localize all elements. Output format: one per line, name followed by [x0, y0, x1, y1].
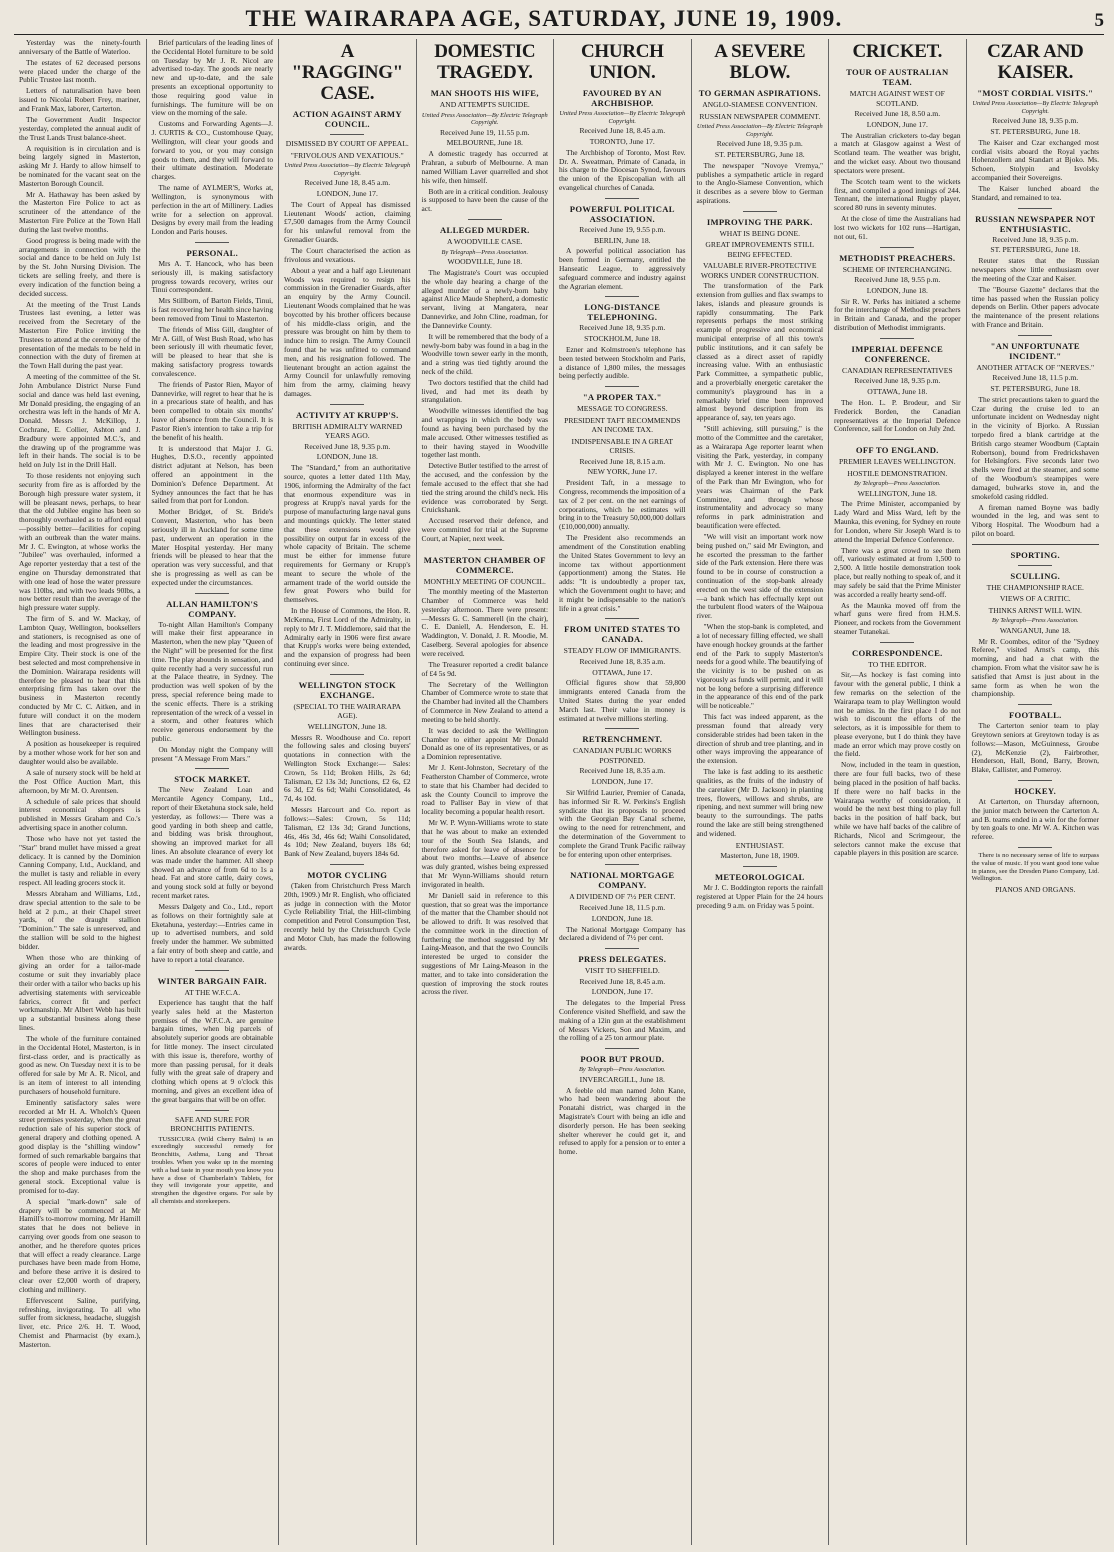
news-paragraph: Eminently satisfactory sales were recorded at Mr H. A. Wholch's Queen street premises yesterday, when the great reduction sale of his superior stock of general drapery and clothing opened. A good display is the "shilling window" formed of such remarkable bargains that scores of people were induced to enter the shop and make purchases from the general stock. Exceptional value is promised for to-day. — [19, 1097, 141, 1195]
murder-paragraph: It will be remembered that the body of a newly-born baby was found in a bag in the Woodville town sewer early in the month, and a string was tied tightly around the neck of the child. — [421, 331, 549, 376]
chamber-paragraph: The Treasurer reported a credit balance of £4 5s 9d. — [421, 659, 549, 678]
church-subheading: FAVOURED BY AN ARCHBISHOP. — [582, 88, 662, 108]
chamber-paragraph: The Secretary of the Wellington Chamber of Commerce wrote to state that the Chamber had invited all the Chambers of Commerce in New Zealand to attend a meeting to be held shortly. — [421, 679, 549, 724]
winter-bargain-heading: WINTER BARGAIN FAIR. — [157, 975, 267, 986]
czar-paragraph: The Kaiser and Czar exchanged most cordial visits aboard the Royal yachts Hohenzollern and Standart at Bjoko. Ms. Schoen, Stolypin and Isvolsky accompanied their Sovereigns. — [971, 137, 1100, 182]
russian-paragraph: The "Bourse Gazette" declares that the time has passed when the Russian policy depends on Berlin. Other papers advocate the maintenance of the present relations with France and Britain. — [971, 284, 1100, 329]
park-paragraph: The transformation of the Park extension from gullies and flax swamps to lakes, islands and pleasure grounds is rapidly consummating. The Park represents perhaps the most striking example of progressive and economical municipal enterprise of all this town's public institutions, and it can safely be classed as a direct asset of rapidly increasing value. With an enthusiastic Park Committee, a sympathetic public, and a proverbially energetic caretaker the community's playground has in a remarkably brief time been improved almost beyond description from its appearance of, say, ten years ago. — [696, 281, 824, 423]
defence-paragraph: The Hon. L. P. Brodeur, and Sir Frederick Borden, the Canadian representatives at the Imperial Defence Conference, sail for London on July 2nd. — [834, 397, 961, 434]
park-paragraph: "When the stop-bank is completed, and a lot of necessary filling effected, we shall have enough hockey grounds at the farther end of the Park to supply Masterton's needs for a good while. The beautifying of the vicinity is to be pushed on as vigorously as funds will permit, and it will not be long before a surprising difference in the appearance of this end of the park will be noticeable." — [696, 622, 824, 711]
news-paragraph: Those who have not yet tasted the "Star" brand mullet have missed a great delicacy. It is canned by the Dominion Canning Company, Ltd., Auckland, and the mullet is tasty and reliable in every respect. All leading grocers stock it. — [19, 833, 141, 887]
news-paragraph: Effervescent Saline, purifying, refreshing, invigorating. To all who suffer from sickness, headache, sluggish liver, etc. Price 2/6. H. T. Wood, Chemist and Pharmacist (by exam.), Masterton. — [19, 1295, 141, 1349]
exchange-paragraph: Messrs R. Woodhouse and Co. report the following sales and closing buyers' quotations in connection with the Wellington Stock Exchange:— Sales: Crown, 5s 11d; Broken Hills, 2s 6d; Talisman, £2 13s 3d; Junctions, £2 6s, £2 6s 3d, £2 6s 6d; Waihi Consolidated, 4s 7d, 4s 10d. — [284, 732, 411, 804]
personal-heading: PERSONAL. — [186, 247, 239, 258]
retrenchment-subheading: CANADIAN PUBLIC WORKS POSTPONED. — [572, 746, 672, 765]
dateline-place: NEW YORK, June 17. — [587, 467, 657, 477]
personal-paragraph: Mrs A. T. Hancock, who has been seriously ill, is making satisfactory progress towards recovery, writes our Tinui correspondent. — [151, 258, 274, 295]
alleged-murder-subheading: A WOODVILLE CASE. — [446, 237, 523, 247]
sculling-paragraph: Mr R. Coombes, editor of the "Sydney Referee," visited Arnst's camp, this morning, and had a chat with the champion. From what the visitor saw he is satisfied that Arnst is just about in the same form as when he won the championship. — [971, 636, 1100, 699]
news-paragraph: A schedule of sale prices that should interest economical shoppers is published in Messrs Graham and Co.'s advertising space in another column. — [19, 796, 141, 832]
krupp-subheading: BRITISH ADMIRALTY WARNED YEARS AGO. — [292, 421, 403, 441]
news-paragraph: The estates of 62 deceased persons were placed under the charge of the Public Trustee last month. — [19, 57, 141, 85]
correspondence-heading: CORRESPONDENCE. — [851, 647, 943, 658]
allan-hamilton-heading: ALLAN HAMILTON'S COMPANY. — [166, 598, 259, 619]
dateline-place: STOCKHOLM, June 18. — [584, 334, 661, 344]
incident-subheading: ANOTHER ATTACK OF "NERVES." — [976, 362, 1095, 372]
telephoning-heading: LONG-DISTANCE TELEPHONING. — [584, 302, 661, 323]
letter-date: Masterton, June 18, 1909. — [720, 851, 800, 861]
winter-bargain-subheading: AT THE W.F.C.A. — [184, 987, 241, 997]
off-to-england-heading: OFF TO ENGLAND. — [855, 445, 939, 456]
ragging-paragraph: The Court characterised the action as frivolous and vexatious. — [284, 245, 411, 264]
canada-body — [559, 679, 686, 723]
park-paragraph: The lake is fast adding to its aesthetic qualities, as the fruits of the industry of the caretaker (Mr D. Jackson) in planting trees, flowers, willows and shrubs, are ripening, and next summer will bring new beauty to the surroundings. The paths round the lake are still being strengthened and widened. — [696, 767, 824, 838]
ragging-body — [284, 201, 411, 399]
dateline: Received June 18, 9.35 p.m. — [992, 116, 1079, 126]
park-paragraph: This fact was indeed apparent, as the pressman found that already very considerable strides had been taken in the direction of shrub and tree planting, and in other ways improving the appearance of the extension. — [696, 712, 824, 766]
news-paragraph: Letters of naturalisation have been issued to Nicolai Robert Frey, mariner, and Frank Max, laborer, Carterton. — [19, 86, 141, 113]
cricket-paragraph: The Scotch team went to the wickets first, and compiled a good innings of 244. Tennant, the international Rugby player, scored 80 runs in seventy minutes. — [834, 176, 961, 213]
byline: United Press Association—By Electric Telegraph Copyright. — [972, 100, 1099, 115]
dateline: Received June 18, 8.45 a.m. — [579, 976, 666, 986]
column-4 — [417, 39, 555, 1545]
russian-body — [972, 257, 1099, 330]
political-association-heading: POWERFUL POLITICAL ASSOCIATION. — [569, 203, 675, 224]
column-6 — [692, 39, 830, 1545]
dateline-place: TORONTO, June 17. — [589, 136, 655, 146]
news-paragraph: The name of AYLMER'S, Works at, Wellington, is synonymous with perfection in the art of Millinery. Ladies write for a selection on approval. Designs by every mail from the leading London and Paris houses. — [151, 183, 274, 237]
methodist-heading: METHODIST PREACHERS. — [839, 252, 956, 263]
dateline-place: WOODVILLE, June 18. — [447, 257, 523, 267]
dateline-place: LONDON, June 18. — [316, 452, 378, 462]
stock-paragraph: The New Zealand Loan and Mercantile Agency Company, Ltd., report of their Eketahuna stock sale, held yesterday, as follows:— There was a good yarding in both sheep and cattle, and bidding was brisk throughout, showing an improved market for all lines. An absolute clearance of every lot was made under the hammer. All sheep showed an advance of from 6d to 1s a head. Fat and store cattle, dairy cows, and young stock sold at fully or beyond recent market rates. — [151, 785, 274, 901]
england-paragraph: There was a great crowd to see them off, variously estimated at from 1,500 to 2,500. A little hostile demonstration took place, but really nothing to speak of, and it may safely be said that the Prime Minister was accorded a really hearty send-off. — [834, 545, 961, 599]
defence-body — [834, 399, 961, 434]
byline: By Telegraph—Press Association. — [991, 617, 1079, 625]
church-body — [559, 149, 686, 193]
canada-heading: FROM UNITED STATES TO CANADA. — [564, 624, 681, 645]
news-paragraph: The whole of the furniture contained in the Occidental Hotel, Masterton, is in first-class order, and is practically as good as new. On Tuesday next it is to be offered for sale by Mr A. R. Nicol, and is an item of interest to all intending purchasers of household furniture. — [19, 1034, 141, 1096]
improving-park-heading: IMPROVING THE PARK. — [706, 216, 813, 227]
ragging-paragraph: About a year and a half ago Lieutenant Woods was required to resign his commission in the Grenadier Guards, after an enquiry by the Army Council. Lieutenant Woods complained that he was boycotted by his brother officers because of his middle-class origin, and the pressure was brought on him by them to induce him to resign. The Army Council found that he was unfitted to command men, and his resignation followed. The lieutenant brought an action against the Army Council for unlawfully removing him from the army, claiming heavy damages. — [284, 265, 411, 398]
murder-paragraph: Two doctors testified that the child had lived, and had met its death by strangulation. — [421, 377, 549, 405]
dateline: Received June 18, 11.5 p.m. — [992, 373, 1079, 383]
park-subheading-2: GREAT IMPROVEMENTS STILL BEING EFFECTED. — [705, 240, 815, 259]
czar-kaiser-headline: CZAR AND KAISER. — [987, 41, 1084, 83]
byline: By Telegraph—Press Association. — [441, 248, 529, 256]
dateline: Received June 18, 9.35 p.m. — [579, 323, 666, 333]
chamber-subheading: MONTHLY MEETING OF COUNCIL. — [423, 576, 546, 586]
dateline-place: LONDON, June 17. — [866, 119, 928, 129]
column-7 — [829, 39, 967, 1545]
masthead — [14, 6, 1104, 35]
retrenchment-paragraph: Sir Wilfrid Laurier, Premier of Canada, has informed Sir R. W. Perkins's English syndicate that its proposals to proceed with the Georgian Bay Canal scheme, owing to the need for retrenchment, and the determination of the Government to complete the Grand Trunk Pacific railway be for entering upon other enterprises. — [559, 788, 686, 859]
exchange-paragraph: Messrs Harcourt and Co. report as follows:—Sales: Crown, 5s 11d; Talisman, £2 13s 3d; Grand Junctions, 46s, 46s 3d, 46s 6d; Waihi Consolidated, 4s 10d; New Zealand, buyers 18s 6d; Bank of New Zealand, buyers 184s 6d. — [284, 805, 411, 859]
byline: By Telegraph—Press Association. — [578, 1066, 666, 1074]
tax-paragraph: President Taft, in a message to Congress, recommends the imposition of a tax of 2 per cent. on the net earnings of corporations, which he estimates will bring in to the Treasury 50,000,000 dollars (£10,000,000) annually. — [559, 478, 686, 532]
news-paragraph: A position as housekeeper is required by a mother whose work for her son and daughter would also be available. — [19, 739, 141, 767]
personal-body — [152, 260, 274, 588]
retrenchment-body — [559, 789, 686, 859]
correspondence-subheading: TO THE EDITOR. — [868, 659, 927, 669]
dateline: Received June 19, 9.55 p.m. — [579, 224, 666, 234]
masthead-title: THE WAIRARAPA AGE, SATURDAY, JUNE 19, 1909. — [245, 6, 843, 31]
allan-paragraph: On Monday night the Company will present "A Message From Mars." — [151, 744, 274, 763]
methodist-paragraph: Sir R. W. Perks has initiated a scheme for the interchange of Methodist preachers in Britain and Canada, and the proper distribution of Methodist immigrants. — [834, 296, 961, 333]
stock-market-heading: STOCK MARKET. — [174, 774, 251, 785]
dateline: Received June 18, 9.35 p.m. — [854, 376, 941, 386]
personal-paragraph: It is understood that Major J. G. Hughes, D.S.O., recently appointed district adjutant at Nelson, has been offered an appointment in the Dominion's Defence Department. At Sydney announces the fact that he has sailed from that port for London. — [151, 443, 274, 506]
park-paragraph: "Still achieving, still pursuing," is the motto of the Committee and the caretaker, as a Wairarapa Age reporter learnt when visiting the Park, yesterday, in company with Mr J. C. Ewington. No one has displayed a keener interest in the welfare of the Park than Mr Ewington, who for years was Chairman of the Park Committee, and through whose instrumentality and advocacy so many reforms in park administration and beautification were effected. — [696, 424, 824, 530]
byline: United Press Association—By Electric Telegraph Copyright. — [284, 162, 411, 177]
dateline: Received June 19, 11.55 p.m. — [440, 127, 530, 137]
alleged-murder-heading: ALLEGED MURDER. — [440, 225, 530, 236]
allan-body — [152, 621, 274, 764]
pianos-organs-heading: PIANOS AND ORGANS. — [995, 885, 1076, 895]
cricket-paragraph: At the close of time the Australians had lost two wickets for 102 runs—Hartigan, not out, 61. — [834, 214, 961, 241]
russian-paragraph: Reuter states that the Russian newspapers show little enthusiasm over the meeting of the Czar and Kaiser. — [971, 256, 1100, 283]
news-paragraph: A requisition is in circulation and is being largely signed in Masterton, asking Mr J. Hardy to allow himself to be nominated for the vacant seat on the Masterton Borough Council. — [19, 143, 141, 188]
proper-tax-heading: "A PROPER TAX." — [582, 392, 662, 403]
football-paragraph: The Carterton senior team to play Greytown seniors at Greytown today is as follows:—Mason, McGuinness, Groube (2), McKenzie (2), Fairbrother, Henderson, Hall, Bond, Barry, Brown, Blake, Callister, and Pomeroy. — [971, 721, 1100, 775]
incident-body — [972, 396, 1099, 539]
news-paragraph: Brief particulars of the leading lines of the Occidental Hotel furniture to be sold on Tuesday by Mr J. R. Nicol are advertised to-day. The goods are nearly new and up-to-date, and the sale presents an exceptional opportunity to those requiring good value in furnishings. The furniture will be on view on the morning of the sale. — [151, 39, 274, 118]
dateline-place: INVERCARGILL, June 18. — [579, 1074, 665, 1084]
tragedy-paragraph: A domestic tragedy has occurred at Prahran, a suburb of Melbourne. A man named William Laver quarrelled and shot his wife, then himself. — [421, 149, 549, 185]
dateline: Received June 18, 8.45 a.m. — [304, 178, 391, 188]
news-paragraph: Mr A. Hathaway has been asked by the Masterton Fire Police to act as scrutineer of the attendance of the Masterton Fire Police at the Town Hall during the last twelve months. — [19, 189, 141, 234]
church-union-headline: CHURCH UNION. — [580, 41, 664, 83]
dateline-place: ST. PETERSBURG, June 18. — [990, 245, 1081, 255]
chamber-paragraph: Mr Daniell said in reference to this question, that so great was the importance of the matter that the Chamber should not be allowed to drift. It was resolved that the committee work in the direction of furthering the method suggested by Mr Laing-Meason, and that the two Councils interested be urged to consider the suggestions of Mr Laing-Meason in the matter, and to take into consideration the question of improving the stock routes across the river. — [421, 890, 549, 997]
czar-paragraph: The Kaiser lunched aboard the Standard, and remained to tea. — [971, 183, 1100, 202]
tax-subheading-2: PRESIDENT TAFT RECOMMENDS AN INCOME TAX. — [564, 415, 681, 435]
news-paragraph: Yesterday was the ninety-fourth anniversary of the Battle of Waterloo. — [19, 39, 141, 56]
allan-paragraph: To-night Allan Hamilton's Company will make their first appearance in Masterton, when the new play "Queen of the Night" will be presented for the first time. The play abounds in sensation, and quite recently had a very successful run at the Palace theatre, in Sydney. The production was well spoken of by the press, special reference being made to the scenic effects. There is a striking representation of the wreck of a vessel in a storm, and other features which receive generous endorsement by the public. — [151, 619, 274, 743]
murder-paragraph: Woodville witnesses identified the bag and wrappings in which the body was found as having been purchased by the male accused. Other witnesses testified as to their having stayed in Woodville together last month. — [421, 406, 549, 460]
russian-newspaper-heading: RUSSIAN NEWSPAPER NOT ENTHUSIASTIC. — [975, 213, 1096, 234]
winter-body — [152, 999, 274, 1105]
ragging-subheading-1: ACTION AGAINST ARMY COUNCIL. — [292, 109, 402, 129]
hockey-heading: HOCKEY. — [1014, 785, 1057, 796]
cricket-subheading-2: MATCH AGAINST WEST OF SCOTLAND. — [849, 89, 945, 108]
tragedy-body — [422, 150, 549, 214]
press-delegates-heading: PRESS DELEGATES. — [578, 954, 667, 965]
dateline: Received June 18, 11.5 p.m. — [579, 902, 666, 912]
czar-subheading: "MOST CORDIAL VISITS." — [977, 88, 1094, 98]
canada-subheading: STEADY FLOW OF IMMIGRANTS. — [563, 646, 681, 656]
byline: United Press Association—By Electric Telegraph Copyright. — [421, 111, 548, 127]
news-paragraph: At the meeting of the Trust Lands Trustees last evening, a letter was received from the Secretary of the Masterton Fire Police inviting the Trustees to attend at the ceremony of the presentation of the medals to be held in connection with the duty of firemen at the Town Hall during the past year. — [19, 299, 141, 371]
sculling-subheading-1: THE CHAMPIONSHIP RACE. — [986, 582, 1084, 592]
cricket-subheading-1: TOUR OF AUSTRALIAN TEAM. — [846, 67, 949, 87]
column-2 — [147, 39, 280, 1545]
dateline-place: OTTAWA, June 18. — [867, 387, 928, 397]
byline: By Telegraph—Press Association. — [853, 480, 941, 488]
incident-paragraph: A fireman named Boyne was badly wounded in the leg, and was sent to Viborg Hospital. The Woodburn had a pilot on board. — [971, 502, 1100, 538]
hockey-body — [972, 798, 1099, 842]
dateline: Received June 18, 8.15 a.m. — [579, 456, 666, 466]
retrenchment-heading: RETRENCHMENT. — [582, 734, 663, 745]
dateline: Received June 18, 9.35 p.m. — [304, 441, 391, 451]
tragedy-subheading-2: AND ATTEMPTS SUICIDE. — [439, 100, 530, 109]
news-paragraph: When those who are thinking of giving an order for a tailor-made costume or suit they invariably place their order with a tailor who backs up his advertising statements with serviceable fabrics, correct fit and perfect workmanship. Mr Albert Webb has built up a substantial business along these lines. — [19, 952, 141, 1033]
severe-blow-subheading-1: TO GERMAN ASPIRATIONS. — [698, 88, 821, 98]
news-paragraph: A sale of nursery stock will be held at the Post Office Auction Mart, this afternoon, by Mr M. O. Arentsen. — [19, 768, 141, 795]
ragging-paragraph: The Court of Appeal has dismissed Lieutenant Woods' action, claiming £7,500 damages from the Army Council for his unlawful removal from the Grenadier Guards. — [284, 199, 411, 244]
park-subheading-3: VALUABLE RIVER-PROTECTIVE WORKS UNDER CONSTRUCTION. — [700, 261, 819, 280]
chamber-paragraph: Mr W. P. Wynn-Williams wrote to state that he was about to make an extended tour of the South Sea Islands, and therefore asked for leave of absence for about two months.—Leave of absence was duly granted, wishes being expressed that Mr Wynn-Williams should return invigorated in health. — [421, 818, 549, 889]
dateline-place: LONDON, June 17. — [591, 987, 653, 997]
personal-paragraph: The friends of Miss Gill, daughter of Mr A. Gill, of West Bush Road, who has been seriously ill with rheumatic fever, will be pleased to hear that she is making satisfactory progress towards convalescence. — [151, 324, 274, 378]
england-body — [834, 500, 961, 636]
tussicura-body — [152, 1136, 274, 1206]
park-body — [697, 282, 824, 838]
dateline-place: LONDON, June 17. — [591, 777, 653, 787]
news-paragraph: A special "mark-down" sale of drapery will be commenced at Mr Hamill's to-morrow morning. Mr Hamill states that he does not believe in carrying over goods from one season to another, and he therefore quotes prices that will effect a ready clearance. Large purchases have been made from Home, and before these arrive it is desired to clear over £2,000 worth of drapery, clothing and millinery. — [19, 1196, 141, 1294]
severe-blow-paragraph: The newspaper "Novoye Vremya," publishes a sympathetic article in regard to the Anglo-Siamese Convention, which it describes as a severe blow to German aspirations. — [696, 160, 824, 205]
poor-paragraph: A feeble old man named John Kane, who had been wandering about the Ponatahi district, was charged in the Magistrate's Court with being an idle and disorderly person. He has been seeking shelter wherever he could get it, and refused to apply for a pension or to enter a home. — [559, 1085, 686, 1157]
telephone-paragraph: Ezner and Kolmstroen's telephone has been tested between Stockholm and Paris, a distance of 1,800 miles, the messages being perfectly audible. — [559, 344, 686, 381]
dateline: Received June 18, 8.50 a.m. — [854, 109, 941, 118]
political-paragraph: A powerful political association has been formed in Germany, entitled the Hanseatic League, to aggressively safeguard commerce and industry against the Agrarian element. — [559, 246, 686, 291]
dateline-place: WELLINGTON, June 18. — [857, 488, 937, 498]
krupp-heading: ACTIVITY AT KRUPP'S. — [296, 409, 399, 420]
dateline-place: ST. PETERSBURG, June 18. — [714, 149, 805, 159]
correspondence-body — [834, 671, 961, 858]
column-1 — [14, 39, 147, 1545]
news-paragraph: Customs and Forwarding Agents—J. J. CURTIS & CO., Customhouse Quay, Wellington, will clear your goods and forward to you, or you may consign goods to them, and they will forward to their ultimate destination. Moderate charges. — [151, 119, 274, 182]
tax-subheading-1: MESSAGE TO CONGRESS. — [576, 404, 668, 414]
news-paragraph: The Government Audit Inspector yesterday, completed the annual audit of the Trust Lands Trust balance-sheet. — [19, 114, 141, 142]
dateline-place: ST. PETERSBURG, June 18. — [990, 126, 1081, 136]
stock-paragraph: Messrs Dalgety and Co., Ltd., report as follows on their fortnightly sale at Eketahuna, yesterday:—Entries came in up to advertised numbers, and sold freely under the hammer. We submitted a fair entry of both sheep and cattle, and have to report a total clearance. — [151, 902, 274, 964]
murder-paragraph: The Magistrate's Court was occupied the whole day hearing a charge of the alleged murder of a newly-born baby against Alice Maude Shepherd, a domestic servant, living at Mangatera, near Dannevirke, and John Cline, roadman, for the Dannevirke County. — [421, 267, 549, 330]
exchange-body — [284, 734, 411, 859]
england-paragraph: The Prime Minister, accompanied by Lady Ward and Miss Ward, left by the Maunka, this evening, for Sydney en route for London, where Sir Joseph Ward is to attend the Imperial Defence Conference. — [834, 499, 961, 544]
football-body — [972, 722, 1099, 775]
news-paragraph: A meeting of the committee of the St. John Ambulance District Nurse Fund social and dance was held last evening, Mr Donald presiding, the engaging of an orchestra was left in the hands of Mr A. Donald. Messrs J. McKillop, J. Cochrane, E. Collier, Ashton and J. Bradbury were appointed M.C.'s, and the drawing up of the programme was left in their hands. The social is to be held on July 1st in the Drill Hall. — [19, 372, 141, 470]
methodist-subheading: SCHEME OF INTERCHANGING. — [842, 264, 952, 274]
severe-blow-subheading-3: RUSSIAN NEWSPAPER COMMENT. — [699, 111, 821, 121]
motor-body — [284, 882, 411, 952]
stock-exchange-subheading: (SPECIAL TO THE WAIRARAPA AGE). — [293, 701, 402, 721]
meteorological-paragraph: Mr J. C. Boddington reports the rainfall registered at Upper Plain for the 24 hours preceding 9 a.m. on Friday was 5 point. — [696, 883, 824, 910]
press-body — [559, 999, 686, 1043]
byline: United Press Association—By Electric Telegraph Copyright. — [559, 110, 686, 125]
enthusiast-signature: ENTHUSIAST. — [735, 840, 784, 850]
tax-subheading-3: INDISPENSABLE IN A GREAT CRISIS. — [571, 436, 674, 456]
tussicura-heading: SAFE AND SURE FOR BRONCHITIS PATIENTS. — [170, 1114, 255, 1134]
dateline: Received June 18, 8.35 a.m. — [579, 766, 666, 776]
news-paragraph: Good progress is being made with the arrangements in connection with the social and dance to be held on July 1st by the St. John Nursing Division. The tickets are selling freely, and there is every indication of the function being a decided success. — [19, 235, 141, 298]
murder-paragraph: Detective Butler testified to the arrest of the accused, and the confession by the female accused to the effect that she had tied the string around the child's neck. His evidence was corroborated by Sergt. Cruickshank. — [421, 461, 549, 515]
krupp-paragraph: The "Standard," from an authoritative source, quotes a letter dated 11th May, 1906, informing the Admiralty of the fact that enormous expenditure was in progress at Krupp's naval yards for the purpose of manufacturing large naval guns and mountings quickly. The letter stated that these extensions would give possibility on output far in excess of the whole capacity of Britain. The scheme must be either for immense future requirements for Germany or Krupp's meant to secure the whole of the armament trade of the world outside the few great Powers who build for themselves. — [284, 463, 411, 605]
severe-blow-body — [697, 162, 824, 206]
winter-paragraph: Experience has taught that the half yearly sales held at the Masterton premises of the W.F.C.A. are genuine bargain times, when big parcels of absolutely superior goods are obtainable for little money. The insect circulated with this issue is, therefore, worthy of more than passing perusal, for it deals fully with the great sale of drapery and clothing which opens at 9 o'clock this morning, and gives an excellent idea of the great bargains that will be on offer. — [151, 998, 274, 1104]
dateline: Received June 18, 9.35 p.m. — [716, 139, 803, 149]
chamber-paragraph: Mr J. Kent-Johnston, Secretary of the Featherston Chamber of Commerce, wrote to state that his Chamber had decided to ask the County Council to improve the road to Palliser Bay in view of that locality becoming a popular health resort. — [421, 763, 549, 817]
poor-body — [559, 1087, 686, 1157]
murder-body — [422, 269, 549, 544]
sporting-heading: SPORTING. — [1010, 549, 1060, 560]
poor-but-proud-heading: POOR BUT PROUD. — [580, 1054, 665, 1065]
incident-paragraph: The strict precautions taken to guard the Czar during the cruise led to an unfortunate incident on Wednesday night in the vicinity of Bjorko. A Russian torpedo fired a blank cartridge at the British cargo steamer Woodburn (Captain Robertson), bound from Fredrickshaven for Helsingfors. Five seconds later two shells were fired at the steamer, and some of the Woodburn's steampipes were damaged, bulwarks stove in, and the smokefold casing riddled. — [971, 394, 1100, 501]
dateline: Received June 18, 9.35 p.m. — [992, 234, 1079, 244]
tussicura-paragraph: TUSSICURA (Wild Cherry Balm) is an exceedingly successful remedy for Bronchitis, Asthma, Lung and Throat troubles. When you wake up in the morning with a bad taste in your mouth you know you have a dose of Chamberlain's Tablets, for they will invigorate your appetite, and strengthen the digestive organs. For sale by all chemists and storekeepers. — [151, 1135, 274, 1206]
meteorological-heading: METEOROLOGICAL — [714, 872, 805, 883]
methodist-body — [834, 298, 961, 333]
personal-paragraph: Mother Bridget, of St. Bride's Convent, Masterton, who has been seriously ill in Auckland for some time past, underwent an operation in the Mater Hospital yesterday. Her many friends will be pleased to hear that the operation was very successful, and that she is progressing as well as can be expected under the circumstances. — [151, 507, 274, 587]
telephone-body — [559, 346, 686, 381]
personal-paragraph: The friends of Pastor Rien, Mayor of Dannevirke, will regret to hear that he is in a precarious state of health, and has been compelled to obtain six months' leave of absence from the Council. It is Pastor Rien's intention to take a trip for the benefit of his health. — [151, 379, 274, 442]
cricket-body — [834, 132, 961, 242]
stock-body — [152, 786, 274, 964]
severe-blow-subheading-2: ANGLO-SIAMESE CONVENTION. — [702, 100, 818, 109]
sculling-heading: SCULLING. — [1010, 570, 1061, 581]
unfortunate-incident-heading: "AN UNFORTUNATE INCIDENT." — [990, 340, 1080, 361]
stock-exchange-heading: WELLINGTON STOCK EXCHANGE. — [298, 679, 396, 700]
canada-paragraph: Official figures show that 59,800 immigrants entered Canada from the United States during the year ended March last. Their value in money is estimated at twelve millions sterling. — [559, 678, 686, 723]
press-paragraph: The delegates to the Imperial Press Conference visited Sheffield, and saw the making of a 12in gun at the establishment of Messrs Vickers, Son and Maxim, and the rolling of a 25 ton armour plate. — [559, 998, 686, 1043]
czar-body — [972, 139, 1099, 203]
tax-body — [559, 479, 686, 613]
motor-paragraph: (Taken from Christchurch Press March 20th, 1909.) Mr R. English, who officiated as judge in connection with the Motor Cycle Reliability Trial, the Hill-climbing competition and Petrol Consumption Test, recently held by the Christchurch Cycle and Motor Club, has made the following awards. — [284, 880, 411, 952]
football-heading: FOOTBALL. — [1008, 710, 1062, 721]
dateline: Received June 18, 8.35 a.m. — [579, 656, 666, 666]
ragging-case-headline: A "RAGGING" CASE. — [291, 41, 403, 104]
church-paragraph: The Archbishop of Toronto, Most Rev. Dr. A. Sweatman, Primate of Canada, in his charge to the Diocesan Synod, favours the union of the Episcopalian with all evangelical churches of Canada. — [559, 147, 686, 192]
park-subheading-1: WHAT IS BEING DONE. — [719, 228, 800, 238]
murder-paragraph: Accused reserved their defence, and were committed for trial at the Supreme Court, at Napier, next week. — [421, 516, 549, 543]
meteorological-body — [697, 884, 824, 910]
dateline-place: OTTAWA, June 17. — [592, 667, 653, 677]
hockey-paragraph: At Carterton, on Thursday afternoon, the junior match between the Carterton A. and B. teams ended in a win for the former by ten goals to one. Mr W. A. Kitchen was referee. — [971, 796, 1100, 842]
correspondence-paragraph: Sir,—As hockey is fast coming into favour with the general public, I think a few remarks on the selection of the Wairarapa team to play Wellington would not be amiss. In the first place I do not wish to discount the efforts of the selectors, as it is impossible for them to please everyone, but I do think they have made an error which may prove costly on the field. — [834, 670, 961, 759]
mortgage-subheading: A DIVIDEND OF 7½ PER CENT. — [569, 892, 676, 902]
news-paragraph: To those residents not enjoying such security from fire as is afforded by the Borough high pressure water system, it will be pleasant news, perhaps, to hear that the old Jubilee engine has been so thoroughly overhauled as to afford equal—possibly better—facilities for coping with an outbreak than the water mains. Mr J. C. Ewington, at whose works the "Jubilee" was overhauled, informed a Age reporter yesterday that a test of the engine on Thursday demonstrated that with one lead of hose the water pressure was 110lbs, and with two leads 90lbs, a now better result than the average of the high pressure water supply. — [19, 471, 141, 613]
motor-cycling-heading: MOTOR CYCLING — [307, 869, 388, 880]
page-number: 5 — [1094, 10, 1104, 31]
dateline-place: WANGANUI, June 18. — [999, 625, 1071, 635]
domestic-tragedy-headline: DOMESTIC TRAGEDY. — [434, 41, 536, 83]
news-paragraph: The firm of S. and W. Mackay, of Lambton Quay, Wellington, booksellers and stationers, is recognised as one of the leading and most progressive in the Empire City. Their stock is one of the best selected and most comprehensive in the Dominion. Wairarapa residents will therefore be pleased to hear that this enterprising firm has taken over the business in Masterton recently conducted by Mr C. C. Aitken, and in future will conduct it on the modern lines that are characterised their Wellington business. — [19, 614, 141, 738]
dateline-place: BERLIN, June 18. — [594, 235, 651, 245]
dateline-place: ST. PETERSBURG, June 18. — [990, 384, 1081, 393]
news-paragraph: Messrs Abraham and Williams, Ltd., draw special attention to the sale to be held at 2 p.m., at their Chapel street yards, of the draught stallion "Dominion." The sale is unreserved, and the stallion will be sold to the highest bidder. — [19, 888, 141, 951]
sculling-body — [972, 638, 1099, 700]
dateline-place: LONDON, June 18. — [866, 285, 928, 295]
mortgage-body — [559, 926, 686, 944]
chamber-body — [422, 588, 549, 997]
tax-paragraph: The President also recommends an amendment of the Constitution enabling the United States Government to levy an income tax without apportionment (apportionment) among the States. He adds: "It is undoubtedly a proper tax, which the Government ought to have; and it might be indispensable to the nation's life in a great crisis." — [559, 533, 686, 613]
england-subheading-2: HOSTILE DEMONSTRATION. — [847, 468, 948, 478]
krupp-paragraph: In the House of Commons, the Hon. R. McKenna, First Lord of the Admiralty, in reply to Mr J. T. Middlemore, said that the Admiralty early in 1906 were first aware that Krupp's works were being extended, and the expansion of progress had been continuing ever since. — [284, 606, 411, 668]
severe-blow-headline: A SEVERE BLOW. — [714, 41, 806, 83]
cricket-headline: CRICKET. — [852, 41, 943, 62]
park-paragraph: "We will visit an important work now being pushed on," said Mr Ewington, and he escorted the pressman to the farther side of the Park extension. Here there was found to be in course of construction a continuation of the stop-bank already erected on the west side of the extension—a bank which has effectually kept out the turbulent flood waters of the Waipoua river. — [696, 531, 824, 621]
ragging-subheading-2: DISMISSED BY COURT OF APPEAL. — [285, 139, 409, 148]
dateline: Received June 18, 9.55 p.m. — [854, 275, 941, 285]
dateline-place: LONDON, June 18. — [591, 913, 653, 923]
ragging-subheading-3: "FRIVOLOUS AND VEXATIOUS." — [290, 150, 404, 160]
chamber-paragraph: The monthly meeting of the Masterton Chamber of Commerce was held yesterday afternoon. There were present:—Messrs G. C. Sammerell (in the chair), C. E. Daniell, A. Henderson, E. H. Waddington, V. Donald, J. R. Moodie, M. Caselberg. Several apologies for absence were received. — [421, 587, 549, 658]
cricket-paragraph: The Australian cricketers to-day began a match at Glasgow against a West of Scotland team. The weather was bright, and the wicket easy. About two thousand spectators were present. — [834, 130, 961, 175]
dateline: Received June 18, 8.45 a.m. — [579, 126, 666, 136]
mortgage-company-heading: NATIONAL MORTGAGE COMPANY. — [570, 870, 675, 891]
press-subheading: VISIT TO SHEFFIELD. — [584, 966, 660, 976]
news-body — [152, 39, 274, 237]
column-5 — [554, 39, 692, 1545]
chamber-paragraph: It was decided to ask the Wellington Chamber to either appoint Mr Donald Donald as one of its representatives, or as a Dominion representative. — [421, 725, 549, 762]
correspondence-paragraph: Now, included in the team in question, there are four full backs, two of these being placed in the position of half backs. If there were no half backs in the Wairarapa worthy of consideration, it would be the next best thing to play full backs in the position of half back, but while we have half backs of the calibre of Richards, Nicol and Scrimgeour, the selectors cannot make the excuse that capable players in this position are scarce. — [834, 760, 961, 858]
england-paragraph: As the Maunka moved off from the wharf guns were fired from H.M.S. Pioneer, and rockets from the Government steamer Tutanekai. — [834, 600, 961, 637]
krupp-body — [284, 464, 411, 669]
sculling-subheading-3: THINKS ARNST WILL WIN. — [988, 605, 1082, 615]
dateline-place: MELBOURNE, June 18. — [446, 138, 523, 148]
dateline-place: LONDON, June 17. — [316, 188, 378, 198]
political-body — [559, 247, 686, 291]
england-subheading-1: PREMIER LEAVES WELLINGTON. — [838, 457, 956, 467]
byline: United Press Association—By Electric Telegraph Copyright. — [696, 123, 823, 138]
column-3 — [279, 39, 417, 1545]
columns — [14, 39, 1104, 1545]
tragedy-subheading-1: MAN SHOOTS HIS WIFE, — [430, 88, 539, 98]
piano-advertisement-text: There is no necessary sense of life to surpass the value of music. If you want good tone value in pianos, see the Dresden Piano Company, Ltd. Wellington. — [971, 851, 1100, 883]
tragedy-paragraph: Both are in a critical condition. Jealousy is supposed to have been the cause of the act. — [421, 186, 549, 214]
chamber-of-commerce-heading: MASTERTON CHAMBER OF COMMERCE. — [423, 554, 546, 575]
mortgage-paragraph: The National Mortgage Company has declared a dividend of 7½ per cent. — [559, 924, 686, 943]
column-8 — [967, 39, 1104, 1545]
dateline: WELLINGTON, June 18. — [307, 721, 387, 731]
imperial-defence-subheading: CANADIAN REPRESENTATIVES — [842, 365, 953, 375]
personal-paragraph: Mrs Stillborn, of Barton Fields, Tinui, is fast recovering her health since having been removed from Tinui to Masterton. — [151, 296, 274, 323]
sculling-subheading-2: VIEWS OF A CRITIC. — [999, 594, 1071, 604]
imperial-defence-heading: IMPERIAL DEFENCE CONFERENCE. — [851, 343, 944, 364]
